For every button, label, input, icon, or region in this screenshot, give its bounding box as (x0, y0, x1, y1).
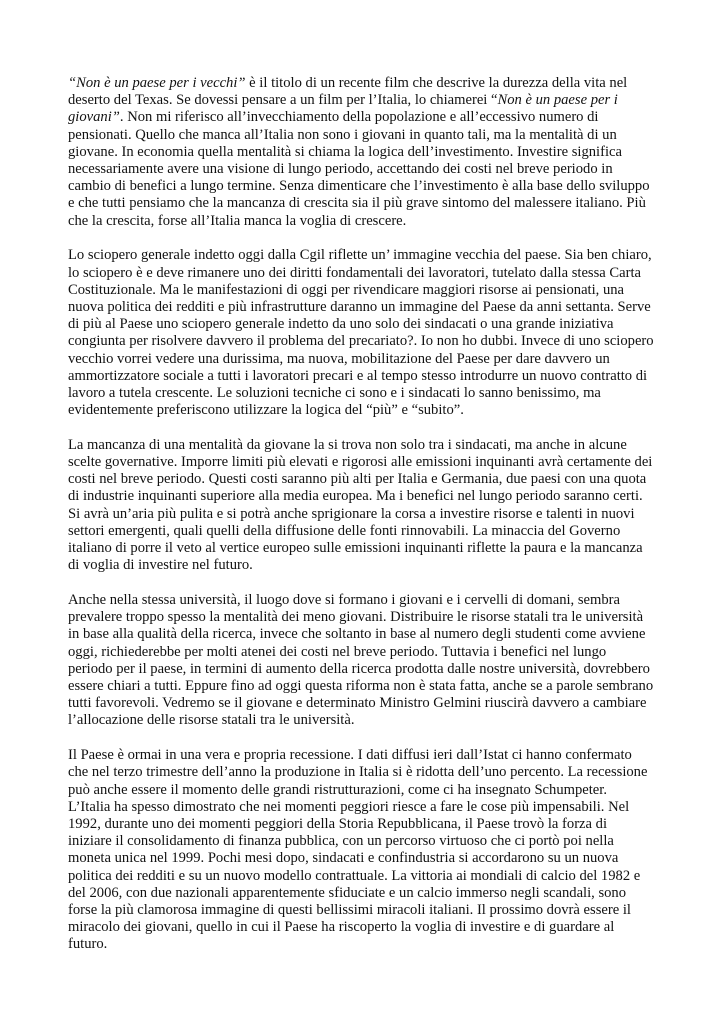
text-run: può anche essere il momento delle grandi ristrutturazioni, come ci ha insegnato Schumpeter. (68, 781, 607, 798)
text-line (68, 351, 658, 368)
text-run: evidentemente preferiscono utilizzare la logica del “più” e “subito”. (68, 402, 464, 419)
text-run: costi nel breve periodo. Questi costi saranno più alti per Italia e Germania, due paesi con una quota (68, 471, 647, 488)
text-run: Si avrà un’aria più pulita e si potrà anche sprigionare la corsa a investire risorse e talenti in nuovi (68, 505, 635, 522)
text-line (68, 833, 658, 850)
text-line (68, 471, 658, 488)
text-run: politica dei redditi e su un nuovo modello contrattuale. La vittoria ai mondiali di calcio del 1982 e (68, 867, 641, 884)
text-run: . Non mi riferisco all’invecchiamento della popolazione e all’eccessivo numero di (119, 109, 599, 126)
text-run: necessariamente avere una visione di lungo periodo, accettando dei costi nel breve periodo in (68, 161, 613, 178)
text-line (68, 385, 658, 402)
text-line (68, 299, 658, 316)
italic-text: giovani” (68, 109, 120, 126)
italic-text: Non è un paese per i (497, 92, 618, 109)
text-line (68, 902, 658, 919)
text-run: oggi, richiederebbe per molti atenei dei costi nel breve periodo. Tuttavia i benefici nel lungo (68, 643, 607, 660)
text-run: di industrie inquinanti superiore alla media europea. Ma i benefici nel lungo periodo saranno certi. (68, 488, 643, 505)
text-run: è il titolo di un recente film che descrive la durezza della vita nel (245, 75, 628, 91)
text-line (68, 488, 658, 505)
text-run: Anche nella stessa università, il luogo dove si formano i giovani e i cervelli di domani, sembra (68, 591, 620, 608)
text-run: lavoro a tutela crescente. Le soluzioni tecniche ci sono e i sindacati lo sanno benissimo, ma (68, 384, 601, 401)
text-run: giovane. In economia quella mentalità si chiama la logica dell’investimento. Investire significa (68, 143, 622, 160)
paragraph (68, 437, 658, 575)
text-line (68, 764, 658, 781)
text-run: di voglia di investire nel futuro. (68, 557, 253, 574)
text-run: iniziare il consolidamento di finanza pubblica, con un percorso virtuoso che ci portò poi nella (68, 833, 614, 850)
text-run: periodo per il paese, in termini di aumento della ricerca prodotta dalle nostre università, dovrebbero (68, 660, 650, 677)
text-line (68, 799, 658, 816)
text-run: prevalere troppo spesso la mentalità dei meno giovani. Distribuire le risorse statali tra le università (68, 609, 644, 626)
text-line (68, 178, 658, 195)
text-line (68, 506, 658, 523)
text-run: del 2006, con due nazionali apparentemente sfiduciate e un calcio immerso negli scandali, sono (68, 884, 627, 901)
text-line (68, 247, 658, 264)
text-line (68, 316, 658, 333)
text-line (68, 540, 658, 557)
text-line (68, 592, 658, 609)
text-run: che nel terzo trimestre dell’anno la produzione in Italia si è ridotta dell’uno percento. La recessione (68, 764, 648, 781)
text-run: tutti favorevoli. Vedremo se il giovane e determinato Ministro Gelmini riuscirà davvero a cambiare (68, 695, 647, 712)
text-line (68, 195, 658, 212)
text-run: che la crescita, forse all’Italia manca la voglia di crescere. (68, 212, 407, 229)
text-line (68, 626, 658, 643)
text-line (68, 661, 658, 678)
text-line (68, 109, 658, 126)
text-line (68, 265, 658, 282)
text-line (68, 127, 658, 144)
text-run: di più al Paese uno sciopero generale indetto da uno solo dei sindacati o una grande iniziativa (68, 316, 614, 333)
text-run: italiano di porre il veto al vertice europeo sulle emissioni inquinanti riflette la paura e la mancanza (68, 540, 643, 557)
text-line (68, 402, 658, 419)
text-line (68, 523, 658, 540)
text-run: cambio di benefici a lungo termine. Senza dimenticare che l’investimento è alla base dello sviluppo (68, 178, 650, 195)
text-line (68, 368, 658, 385)
text-line (68, 816, 658, 833)
paragraph (68, 247, 658, 419)
text-run: scelte governative. Imporre limiti più elevati e rigorosi alle emissioni inquinanti avrà certamente dei (68, 454, 653, 471)
text-line (68, 695, 658, 712)
text-line (68, 850, 658, 867)
text-line (68, 213, 658, 230)
paragraph (68, 747, 658, 953)
text-line (68, 747, 658, 764)
text-line (68, 454, 658, 471)
paragraph (68, 592, 658, 730)
text-run: miracolo dei giovani, quello in cui il Paese ha riscoperto la voglia di investire e di guardare al (68, 919, 615, 936)
italic-text: “Non è un paese per i vecchi” (68, 75, 246, 91)
text-run: lo sciopero è e deve rimanere uno dei diritti fondamentali dei lavoratori, tutelato dalla stessa Carta (68, 264, 642, 281)
text-run: congiunta per risolvere davvero il problema del precariato?. Io non ho dubbi. Invece di uno sciopero (68, 333, 654, 350)
text-run: e che tutti pensiamo che la mancanza di crescita sia il più grave sintomo del malessere italiano. Più (68, 195, 646, 212)
text-run: l’allocazione delle risorse statali tra le università. (68, 712, 355, 729)
text-run: 1992, durante uno dei momenti peggiori della Storia Repubblicana, il Paese trovò la forza di (68, 815, 608, 832)
text-line (68, 885, 658, 902)
text-line (68, 868, 658, 885)
text-run: essere chiari a tutti. Eppure fino ad oggi questa riforma non è stata fatta, anche se a parole sembrano (68, 678, 654, 694)
text-run: Costituzionale. Ma le manifestazioni di oggi per rivendicare maggiori risorse ai pensionati, una (68, 281, 625, 298)
text-line (68, 644, 658, 661)
text-line (68, 712, 658, 729)
text-run: ammortizzatore sociale a tutti i lavoratori precari e al tempo stesso introdurre un nuovo contratto di (68, 367, 648, 384)
text-run: Lo sciopero generale indetto oggi dalla Cgil riflette un’ immagine vecchia del paese. Sia ben chiaro, (68, 247, 652, 264)
text-line (68, 919, 658, 936)
text-run: settori emergenti, quali quelli della diffusione delle fonti rinnovabili. La minaccia del Governo (68, 522, 621, 539)
text-line (68, 92, 658, 109)
text-run: moneta unica nel 1999. Pochi mesi dopo, sindacati e confindustria si accordarono su un nuova (68, 850, 619, 867)
text-line (68, 678, 658, 695)
document-page (68, 75, 658, 971)
text-line (68, 144, 658, 161)
text-line (68, 557, 658, 574)
text-run: deserto del Texas. Se dovessi pensare a un film per l’Italia, lo chiamerei “ (68, 92, 498, 109)
text-run: futuro. (68, 936, 108, 953)
text-run: forse la più clamorosa immagine di questi bellissimi miracoli italiani. Il prossimo dovrà essere il (68, 901, 631, 918)
text-line (68, 936, 658, 953)
paragraph (68, 75, 658, 230)
text-line (68, 782, 658, 799)
text-run: nuova politica dei redditi e più infrastrutture daranno un immagine del Paese da anni settanta. Serve (68, 298, 651, 315)
text-run: Il Paese è ormai in una vera e propria recessione. I dati diffusi ieri dall’Istat ci hanno confermato (68, 747, 632, 764)
text-run: La mancanza di una mentalità da giovane la si trova non solo tra i sindacati, ma anche in alcune (68, 436, 627, 453)
text-line (68, 282, 658, 299)
text-run: pensionati. Quello che manca all’Italia non sono i giovani in quanto tali, ma la mentalità di un (68, 126, 617, 143)
text-line (68, 609, 658, 626)
text-run: L’Italia ha spesso dimostrato che nei momenti peggiori riesce a fare le cose più impensabili. Nel (68, 798, 630, 815)
text-line (68, 333, 658, 350)
text-run: vecchio vorrei vedere una durissima, ma nuova, mobilitazione del Paese per dare davvero un (68, 350, 610, 367)
text-line (68, 437, 658, 454)
text-line (68, 161, 658, 178)
text-line (68, 75, 658, 92)
text-run: in base alla qualità della ricerca, invece che soltanto in base al numero degli studenti come avviene (68, 626, 646, 643)
